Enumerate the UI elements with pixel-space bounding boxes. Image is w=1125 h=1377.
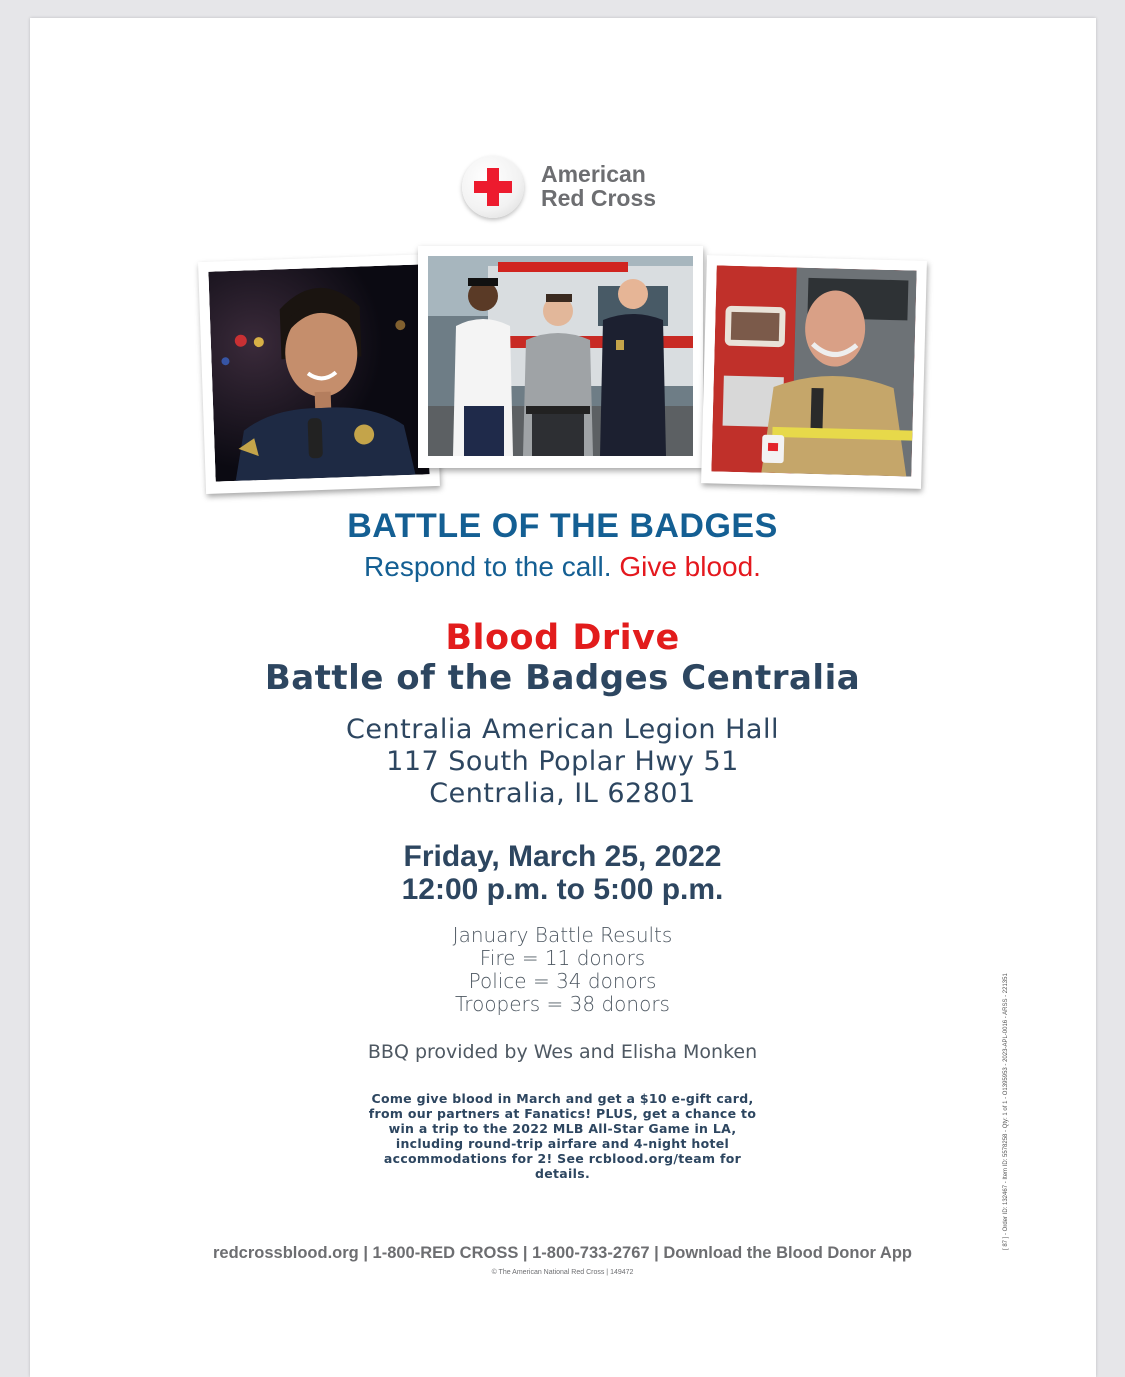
address-line-2: 117 South Poplar Hwy 51: [386, 746, 739, 777]
photo-firefighter: [701, 255, 927, 489]
event-date: Friday, March 25, 2022: [403, 840, 722, 873]
address-line-1: Centralia American Legion Hall: [346, 714, 779, 745]
event-datetime: [0, 840, 1125, 906]
tagline: [0, 550, 1125, 584]
photo-first-responders: [418, 246, 703, 468]
print-order-code: [ 87 ] - Order ID: 132467 - Item ID: 5578258 - Qty: 1 of 1 - O1395953 - 2023-APL-0016 - ARSS - 221351: [1003, 973, 1009, 1250]
address-line-3: Centralia, IL 62801: [429, 778, 696, 809]
photo-police-officer: [198, 254, 440, 494]
logo-line-1: American: [541, 161, 646, 187]
red-cross-icon: [462, 156, 524, 218]
results-title: January Battle Results: [452, 923, 673, 947]
first-responders-image: [428, 256, 693, 456]
firefighter-image: [711, 265, 916, 476]
logo-wordmark: [541, 162, 691, 210]
event-time: 12:00 p.m. to 5:00 p.m.: [401, 873, 724, 906]
red-cross-logo: [462, 156, 682, 222]
police-officer-image: [208, 264, 429, 481]
battle-results: [0, 924, 1125, 1016]
event-address: [0, 714, 1125, 810]
drive-title: Blood Drive: [445, 618, 680, 658]
tagline-part-1: Respond to the call.: [364, 551, 612, 582]
footer-contact: redcrossblood.org | 1-800-RED CROSS | 1-800-733-2767 | Download the Blood Donor App: [212, 1244, 913, 1262]
results-fire: Fire = 11 donors: [479, 946, 646, 970]
results-troopers: Troopers = 38 donors: [455, 992, 670, 1016]
headline: BATTLE OF THE BADGES: [347, 507, 778, 545]
drive-name: Battle of the Badges Centralia: [264, 658, 861, 698]
promo-text: Come give blood in March and get a $10 e-gift card, from our partners at Fanatics! PLUS, get a chance to win a trip to the 2022 MLB All-Star Game in LA, including round-trip airfare and 4-night hotel accommodations for 2! See rcblood.org/team for details.: [368, 1091, 757, 1181]
bbq-note: BBQ provided by Wes and Elisha Monken: [367, 1041, 758, 1063]
tagline-part-2: Give blood.: [619, 551, 761, 582]
logo-line-2: Red Cross: [541, 185, 657, 211]
copyright: © The American National Red Cross | 149472: [491, 1269, 634, 1276]
results-police: Police = 34 donors: [468, 969, 657, 993]
